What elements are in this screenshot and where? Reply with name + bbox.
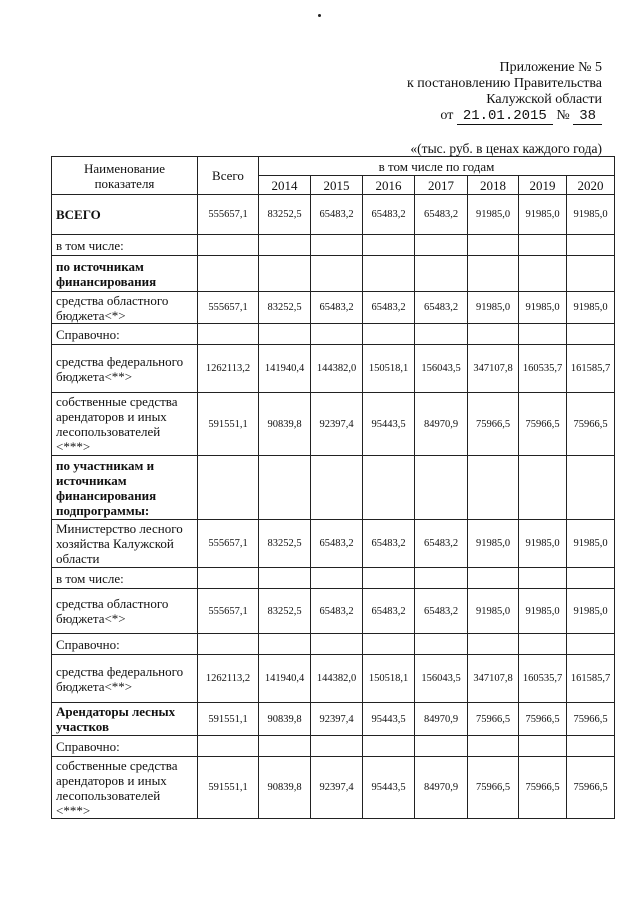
row-year-value: 65483,2 (415, 520, 468, 568)
row-year-value (567, 456, 615, 520)
header-year: 2014 (259, 176, 311, 195)
row-total: 591551,1 (198, 393, 259, 456)
row-year-value (415, 456, 468, 520)
row-year-value (519, 256, 567, 292)
row-year-value (363, 235, 415, 256)
row-year-value (567, 256, 615, 292)
row-year-value: 75966,5 (519, 393, 567, 456)
row-total (198, 324, 259, 345)
row-year-value: 91985,0 (567, 589, 615, 634)
row-year-value: 75966,5 (468, 393, 519, 456)
row-year-value: 160535,7 (519, 345, 567, 393)
table-row (52, 256, 615, 292)
row-year-value (468, 634, 519, 655)
row-year-value (519, 324, 567, 345)
row-year-value (519, 568, 567, 589)
row-year-value: 91985,0 (468, 589, 519, 634)
row-year-value (363, 634, 415, 655)
budget-table (51, 156, 615, 819)
row-label: ВСЕГО (52, 195, 198, 235)
row-year-value: 75966,5 (468, 757, 519, 819)
row-year-value: 156043,5 (415, 655, 468, 703)
row-year-value (311, 256, 363, 292)
row-label: по источникам финансирования (52, 256, 198, 292)
header-total: Всего (198, 157, 259, 195)
table-row (52, 736, 615, 757)
row-year-value: 84970,9 (415, 393, 468, 456)
header-name: Наименование показателя (52, 157, 198, 195)
row-label: средства федерального бюджета<**> (52, 655, 198, 703)
row-year-value: 65483,2 (363, 292, 415, 324)
row-year-value (468, 568, 519, 589)
row-total: 591551,1 (198, 757, 259, 819)
resolution-number: 38 (573, 108, 602, 125)
row-year-value (311, 235, 363, 256)
row-year-value: 90839,8 (259, 703, 311, 736)
row-year-value: 161585,7 (567, 345, 615, 393)
date-number-line (407, 108, 602, 125)
row-year-value (567, 568, 615, 589)
resolution-reference: к постановлению Правительства (406, 76, 602, 91)
row-year-value: 144382,0 (311, 655, 363, 703)
row-year-value (311, 456, 363, 520)
row-total: 555657,1 (198, 195, 259, 235)
table-row (52, 393, 615, 456)
row-year-value: 83252,5 (259, 589, 311, 634)
row-year-value: 84970,9 (415, 703, 468, 736)
row-total (198, 736, 259, 757)
row-total: 555657,1 (198, 520, 259, 568)
region-name: Калужской области (486, 92, 602, 107)
row-total (198, 235, 259, 256)
row-year-value: 91985,0 (567, 520, 615, 568)
table-row (52, 568, 615, 589)
row-year-value (259, 568, 311, 589)
row-year-value (415, 736, 468, 757)
row-year-value: 141940,4 (259, 345, 311, 393)
row-year-value: 65483,2 (311, 520, 363, 568)
table-row (52, 456, 615, 520)
appendix-title: Приложение № 5 (499, 60, 602, 75)
row-year-value (363, 736, 415, 757)
row-year-value: 65483,2 (415, 195, 468, 235)
row-year-value (259, 235, 311, 256)
row-year-value (519, 456, 567, 520)
row-year-value (468, 324, 519, 345)
row-year-value (415, 324, 468, 345)
row-year-value: 91985,0 (567, 292, 615, 324)
row-year-value (567, 324, 615, 345)
row-total: 1262113,2 (198, 345, 259, 393)
header-year: 2017 (415, 176, 468, 195)
row-year-value (259, 736, 311, 757)
row-year-value: 91985,0 (519, 520, 567, 568)
row-year-value: 91985,0 (468, 520, 519, 568)
row-year-value: 65483,2 (415, 589, 468, 634)
row-label: по участникам и источникам финансирования подпрограммы: (52, 456, 198, 520)
table-row (52, 634, 615, 655)
table-row (52, 589, 615, 634)
row-year-value (567, 634, 615, 655)
row-year-value: 65483,2 (311, 195, 363, 235)
row-year-value: 160535,7 (519, 655, 567, 703)
row-label: средства федерального бюджета<**> (52, 345, 198, 393)
row-year-value (468, 235, 519, 256)
row-year-value: 75966,5 (468, 703, 519, 736)
row-year-value: 90839,8 (259, 393, 311, 456)
table-row (52, 520, 615, 568)
header-year: 2015 (311, 176, 363, 195)
row-year-value: 91985,0 (519, 589, 567, 634)
row-year-value: 91985,0 (468, 195, 519, 235)
row-year-value (519, 736, 567, 757)
row-year-value (415, 235, 468, 256)
table-row (52, 345, 615, 393)
row-year-value: 141940,4 (259, 655, 311, 703)
row-year-value: 75966,5 (519, 757, 567, 819)
row-year-value: 150518,1 (363, 345, 415, 393)
row-year-value (259, 456, 311, 520)
row-year-value: 83252,5 (259, 292, 311, 324)
row-total: 591551,1 (198, 703, 259, 736)
row-year-value: 91985,0 (468, 292, 519, 324)
header-years-group: в том числе по годам (259, 157, 615, 176)
row-label: Справочно: (52, 324, 198, 345)
row-year-value: 65483,2 (363, 589, 415, 634)
row-year-value: 150518,1 (363, 655, 415, 703)
row-year-value: 91985,0 (519, 292, 567, 324)
document-header (407, 60, 602, 125)
row-year-value (519, 235, 567, 256)
row-year-value: 95443,5 (363, 393, 415, 456)
row-year-value: 75966,5 (519, 703, 567, 736)
row-year-value: 75966,5 (567, 757, 615, 819)
row-year-value (415, 568, 468, 589)
row-total (198, 456, 259, 520)
row-year-value: 156043,5 (415, 345, 468, 393)
row-year-value: 75966,5 (567, 703, 615, 736)
row-year-value (363, 256, 415, 292)
row-year-value (311, 634, 363, 655)
row-year-value: 65483,2 (363, 520, 415, 568)
table-row (52, 324, 615, 345)
row-year-value: 347107,8 (468, 655, 519, 703)
row-label: средства областного бюджета<*> (52, 292, 198, 324)
row-year-value (363, 324, 415, 345)
row-label: собственные средства арендаторов и иных лесопользователей <***> (52, 393, 198, 456)
row-year-value (415, 634, 468, 655)
stray-dot-mark (318, 14, 321, 17)
table-row (52, 195, 615, 235)
row-year-value (363, 456, 415, 520)
row-year-value: 161585,7 (567, 655, 615, 703)
row-year-value: 90839,8 (259, 757, 311, 819)
row-year-value (519, 634, 567, 655)
row-label: средства областного бюджета<*> (52, 589, 198, 634)
number-sign: № (556, 108, 570, 123)
header-year: 2018 (468, 176, 519, 195)
row-year-value (468, 736, 519, 757)
row-year-value (311, 324, 363, 345)
row-label: Министерство лесного хозяйства Калужской области (52, 520, 198, 568)
row-year-value (468, 456, 519, 520)
row-year-value: 83252,5 (259, 520, 311, 568)
row-year-value: 347107,8 (468, 345, 519, 393)
row-label: в том числе: (52, 568, 198, 589)
row-year-value (311, 736, 363, 757)
row-year-value: 91985,0 (519, 195, 567, 235)
row-year-value: 92397,4 (311, 703, 363, 736)
row-total: 555657,1 (198, 292, 259, 324)
row-total (198, 568, 259, 589)
row-year-value: 144382,0 (311, 345, 363, 393)
row-total: 1262113,2 (198, 655, 259, 703)
row-total: 555657,1 (198, 589, 259, 634)
row-year-value: 65483,2 (311, 589, 363, 634)
row-label: Арендаторы лесных участков (52, 703, 198, 736)
row-label: Справочно: (52, 634, 198, 655)
date-prefix: от (440, 108, 454, 123)
row-year-value: 75966,5 (567, 393, 615, 456)
row-year-value: 92397,4 (311, 393, 363, 456)
row-year-value: 95443,5 (363, 703, 415, 736)
row-year-value: 84970,9 (415, 757, 468, 819)
row-total (198, 634, 259, 655)
row-year-value: 65483,2 (311, 292, 363, 324)
table-row (52, 703, 615, 736)
header-year: 2019 (519, 176, 567, 195)
row-year-value (259, 324, 311, 345)
row-year-value: 83252,5 (259, 195, 311, 235)
row-label: Справочно: (52, 736, 198, 757)
row-total (198, 256, 259, 292)
table-row (52, 757, 615, 819)
row-year-value (567, 736, 615, 757)
row-year-value: 65483,2 (363, 195, 415, 235)
row-year-value: 65483,2 (415, 292, 468, 324)
row-year-value: 91985,0 (567, 195, 615, 235)
header-year: 2020 (567, 176, 615, 195)
row-label: собственные средства арендаторов и иных лесопользователей <***> (52, 757, 198, 819)
row-label: в том числе: (52, 235, 198, 256)
resolution-date: 21.01.2015 (457, 108, 553, 125)
row-year-value (567, 235, 615, 256)
row-year-value: 92397,4 (311, 757, 363, 819)
row-year-value (415, 256, 468, 292)
table-row (52, 292, 615, 324)
row-year-value (259, 256, 311, 292)
row-year-value: 95443,5 (363, 757, 415, 819)
row-year-value (468, 256, 519, 292)
header-year: 2016 (363, 176, 415, 195)
table-row (52, 235, 615, 256)
row-year-value (363, 568, 415, 589)
table-row (52, 655, 615, 703)
row-year-value (311, 568, 363, 589)
row-year-value (259, 634, 311, 655)
units-note: «(тыс. руб. в ценах каждого года) (410, 141, 602, 156)
